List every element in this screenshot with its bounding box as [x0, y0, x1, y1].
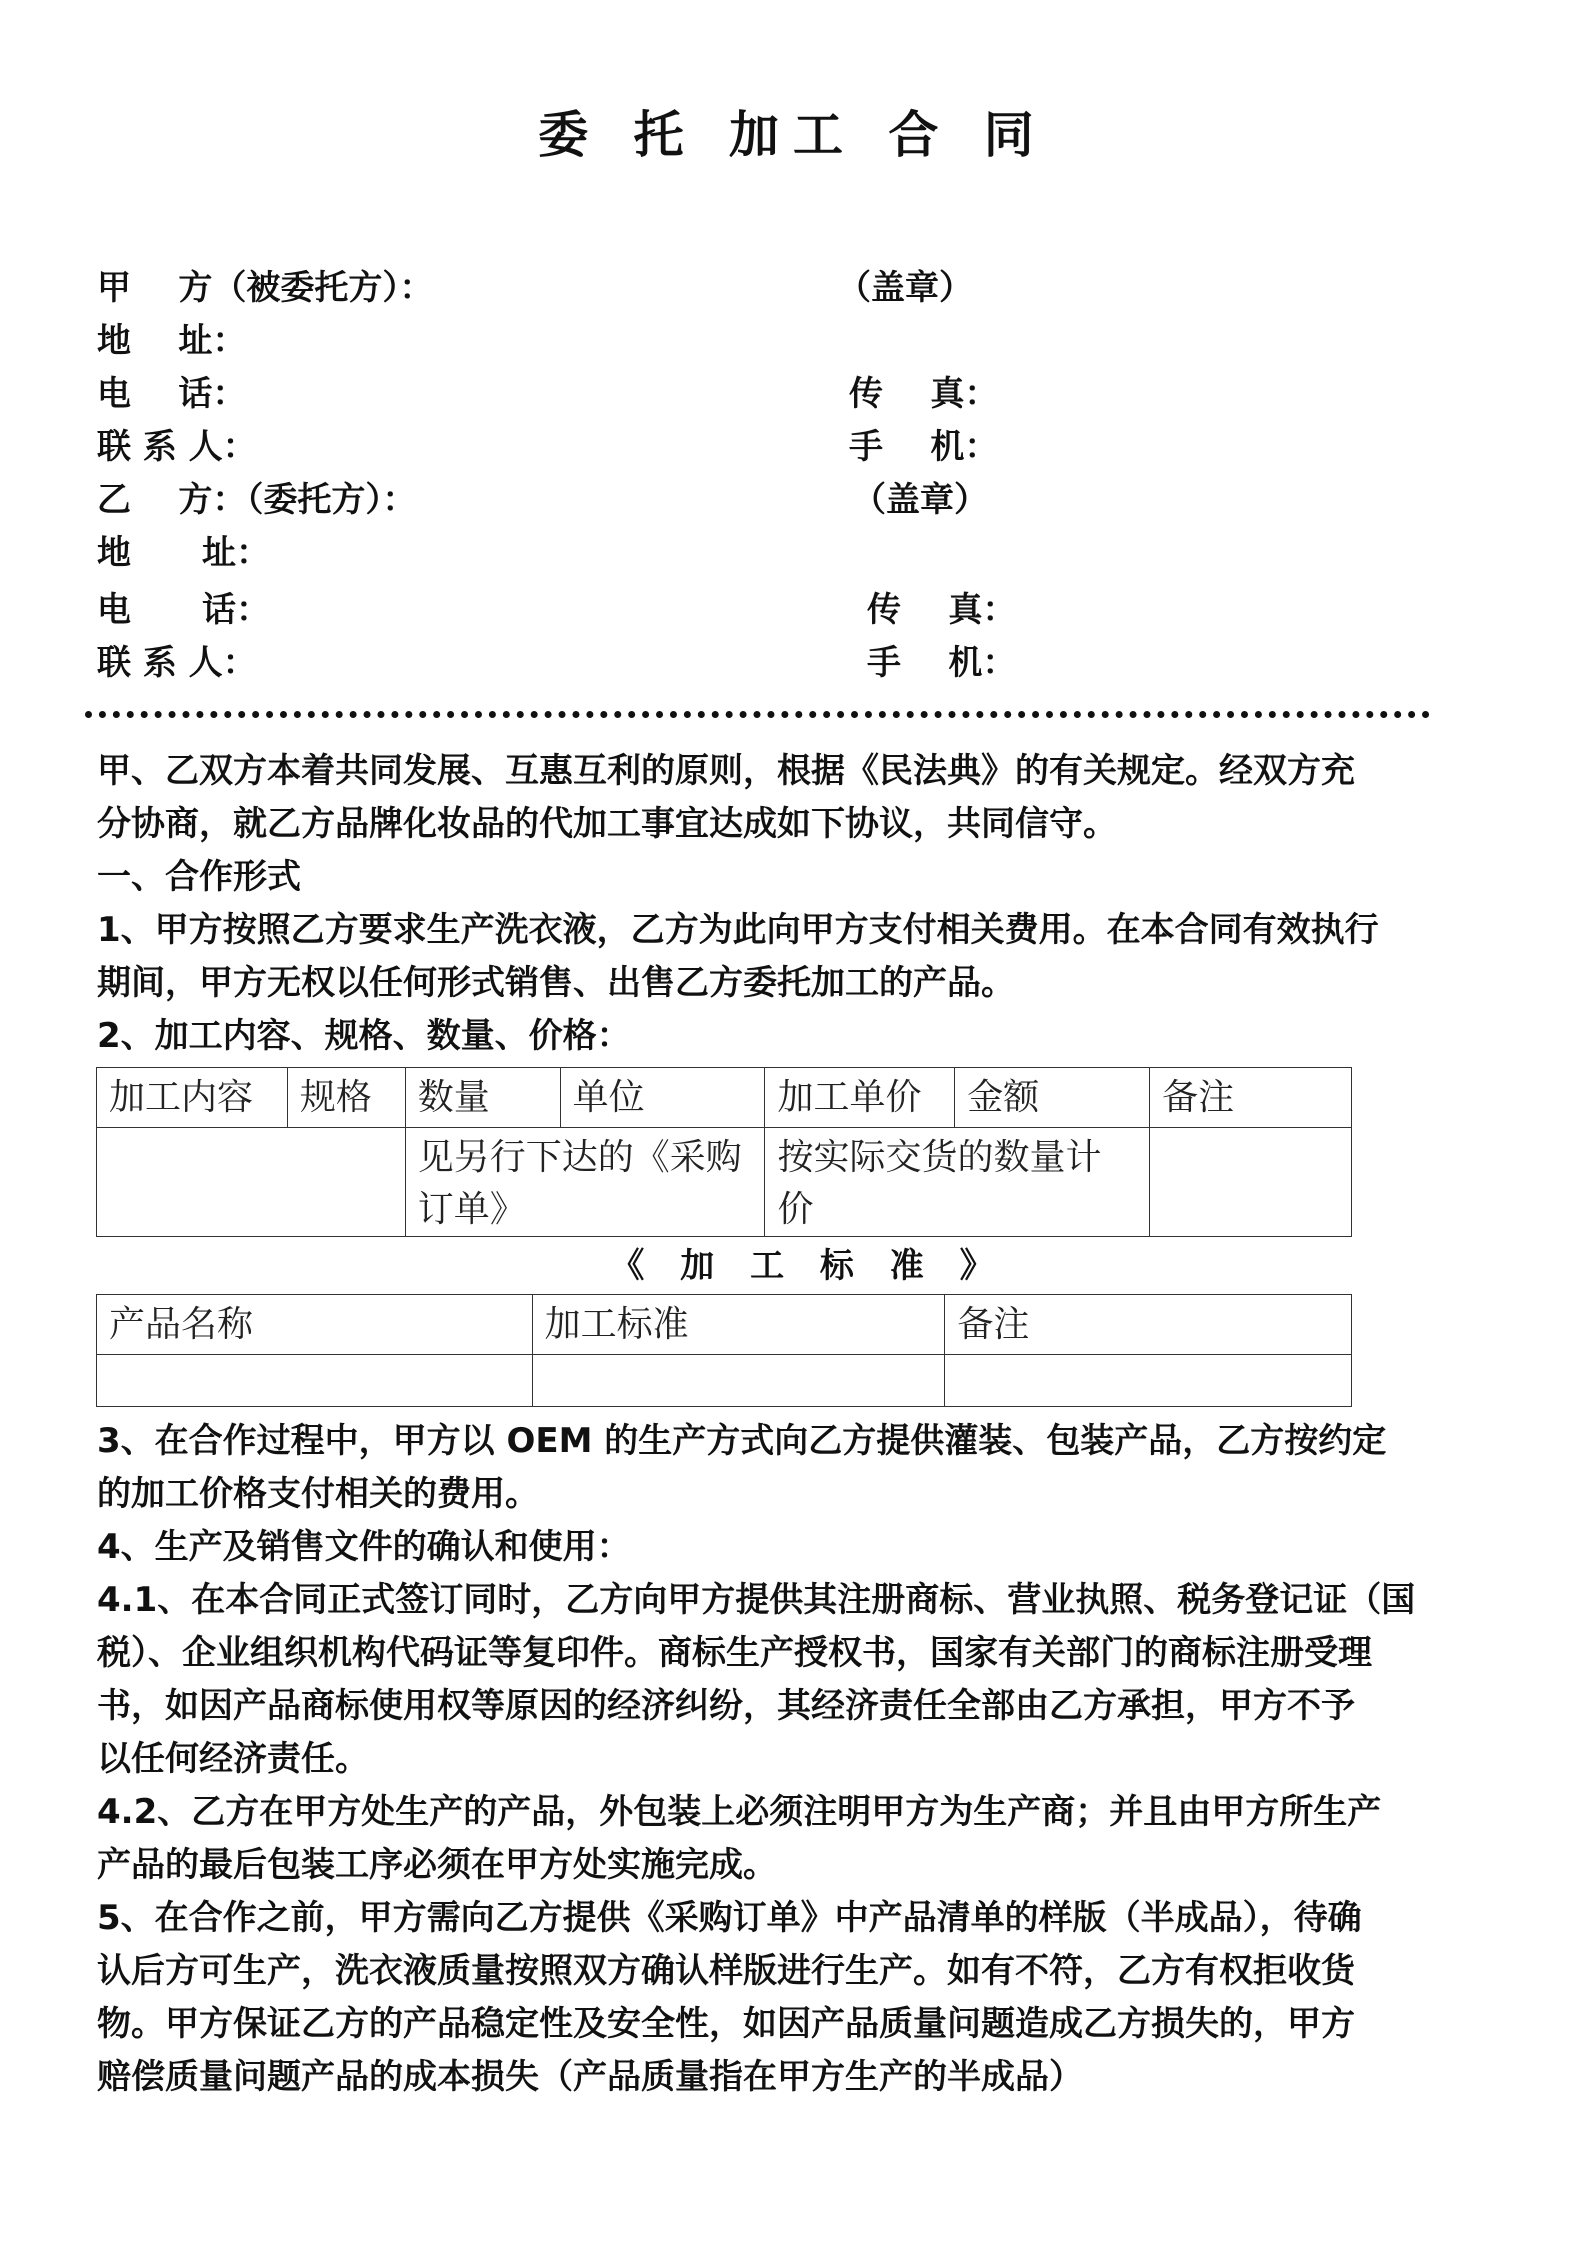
- party-b-mobile-label: 手 机：: [867, 643, 1017, 683]
- table-header-cell: 产品名称: [97, 1295, 533, 1355]
- clause-2-heading: [97, 1010, 1497, 1063]
- price-line: 按实际交货的数量计: [777, 1137, 1102, 1178]
- table-cell-empty: [532, 1355, 945, 1407]
- clause-4-heading-text: 4、生产及销售文件的确认和使用：: [97, 1527, 631, 1567]
- party-b-phone-row: [97, 584, 1397, 636]
- party-a-seal: （盖章）: [837, 268, 973, 308]
- table-cell-empty: [1150, 1128, 1352, 1237]
- clause-4-1: [97, 1574, 1497, 1786]
- party-b-address-row: [97, 527, 1397, 579]
- table-header-cell: 备注: [945, 1295, 1352, 1355]
- processing-standard-title: 《 加 工 标 准 》: [610, 1246, 1006, 1286]
- party-a-address-label: 地 址：: [97, 321, 247, 361]
- intro-line: 甲、乙双方本着共同发展、互惠互利的原则，根据《民法典》的有关规定。经双方充: [97, 751, 1355, 791]
- clause-4-heading: [97, 1521, 1497, 1574]
- party-a-contact-row: [97, 421, 1397, 473]
- table-header-cell: 规格: [287, 1068, 405, 1128]
- clause-5: [97, 1892, 1497, 2104]
- party-b-seal: （盖章）: [852, 480, 988, 520]
- party-b-name-label: 乙 方：（委托方）：: [97, 480, 417, 520]
- party-b-fax-label: 传 真：: [867, 590, 1017, 630]
- party-a-name-label: 甲 方（被委托方）：: [97, 268, 434, 308]
- clause-4-1-line: 4.1、在本合同正式签订同时，乙方向甲方提供其注册商标、营业执照、税务登记证（国: [97, 1580, 1416, 1620]
- party-a-name-row: [97, 262, 1397, 314]
- clause-5-line: 赔偿质量问题产品的成本损失（产品质量指在甲方生产的半成品）: [97, 2057, 1083, 2097]
- clause-1-line: 期间，甲方无权以任何形式销售、出售乙方委托加工的产品。: [97, 963, 1015, 1003]
- clause-4-2-line: 4.2、乙方在甲方处生产的产品，外包装上必须注明甲方为生产商；并且由甲方所生产: [97, 1792, 1382, 1832]
- table-header-cell: 单位: [560, 1068, 765, 1128]
- clause-5-line: 认后方可生产，洗衣液质量按照双方确认样版进行生产。如有不符，乙方有权拒收货: [97, 1951, 1355, 1991]
- processing-content-table: [96, 1067, 1352, 1237]
- section1-heading: [97, 851, 1497, 904]
- clause-4-1-line: 书，如因产品商标使用权等原因的经济纠纷，其经济责任全部由乙方承担，甲方不予: [97, 1686, 1355, 1726]
- clause-4-2-line: 产品的最后包装工序必须在甲方处实施完成。: [97, 1845, 777, 1885]
- table-cell-empty: [97, 1355, 533, 1407]
- party-b-phone-label: 电 话：: [97, 590, 271, 630]
- party-b-contact-row: [97, 637, 1397, 689]
- clause-4-1-line: 以任何经济责任。: [97, 1739, 369, 1779]
- table-cell-empty: [945, 1355, 1352, 1407]
- party-a-phone-row: [97, 368, 1397, 420]
- table-header-cell: 加工单价: [765, 1068, 955, 1128]
- clause-4-1-line: 税）、企业组织机构代码证等复印件。商标生产授权书，国家有关部门的商标注册受理: [97, 1633, 1372, 1673]
- table-row: [97, 1355, 1352, 1407]
- clause-1: [97, 904, 1497, 1010]
- dotted-separator: [85, 711, 1430, 718]
- processing-standard-table: [96, 1294, 1352, 1407]
- clause-2-heading-text: 2、加工内容、规格、数量、价格：: [97, 1016, 631, 1056]
- table-row: [97, 1128, 1352, 1237]
- table-header-cell: 金额: [955, 1068, 1150, 1128]
- party-a-phone-label: 电 话：: [97, 374, 247, 414]
- clause-5-line: 物。甲方保证乙方的产品稳定性及安全性，如因产品质量问题造成乙方损失的，甲方: [97, 2004, 1355, 2044]
- clause-5-line: 5、在合作之前，甲方需向乙方提供《采购订单》中产品清单的样版（半成品），待确: [97, 1898, 1362, 1938]
- party-a-address-row: [97, 315, 1397, 367]
- party-a-contact-label: 联 系 人：: [97, 427, 257, 467]
- table-header-cell: 加工标准: [532, 1295, 945, 1355]
- quantity-line: 见另行下达的《采购: [417, 1137, 742, 1178]
- table-header-row: [97, 1295, 1352, 1355]
- intro-paragraph: [97, 745, 1497, 851]
- clause-3-line: 3、在合作过程中，甲方以 OEM 的生产方式向乙方提供灌装、包装产品，乙方按约定: [97, 1421, 1387, 1461]
- party-b-contact-label: 联 系 人：: [97, 643, 257, 683]
- contract-title: 委 托 加工 合 同: [538, 106, 1048, 164]
- clause-4-2: [97, 1786, 1497, 1892]
- party-a-mobile-label: 手 机：: [849, 427, 999, 467]
- table-cell-quantity: [405, 1128, 765, 1237]
- table-header-cell: 加工内容: [97, 1068, 288, 1128]
- clause-1-line: 1、甲方按照乙方要求生产洗衣液，乙方为此向甲方支付相关费用。在本合同有效执行: [97, 910, 1379, 950]
- intro-line: 分协商，就乙方品牌化妆品的代加工事宜达成如下协议，共同信守。: [97, 804, 1117, 844]
- table-header-cell: 数量: [405, 1068, 560, 1128]
- party-b-name-row: [97, 474, 1397, 526]
- party-b-address-label: 地 址：: [97, 533, 271, 573]
- quantity-line: 订单》: [417, 1189, 526, 1230]
- table-header-cell: 备注: [1150, 1068, 1352, 1128]
- party-a-fax-label: 传 真：: [849, 374, 999, 414]
- table-cell-empty: [97, 1128, 406, 1237]
- clause-3: [97, 1415, 1497, 1521]
- table-cell-price: [765, 1128, 1150, 1237]
- section1-heading-text: 一、合作形式: [97, 857, 301, 897]
- table-header-row: [97, 1068, 1352, 1128]
- clause-3-line: 的加工价格支付相关的费用。: [97, 1474, 539, 1514]
- price-line: 价: [777, 1189, 814, 1230]
